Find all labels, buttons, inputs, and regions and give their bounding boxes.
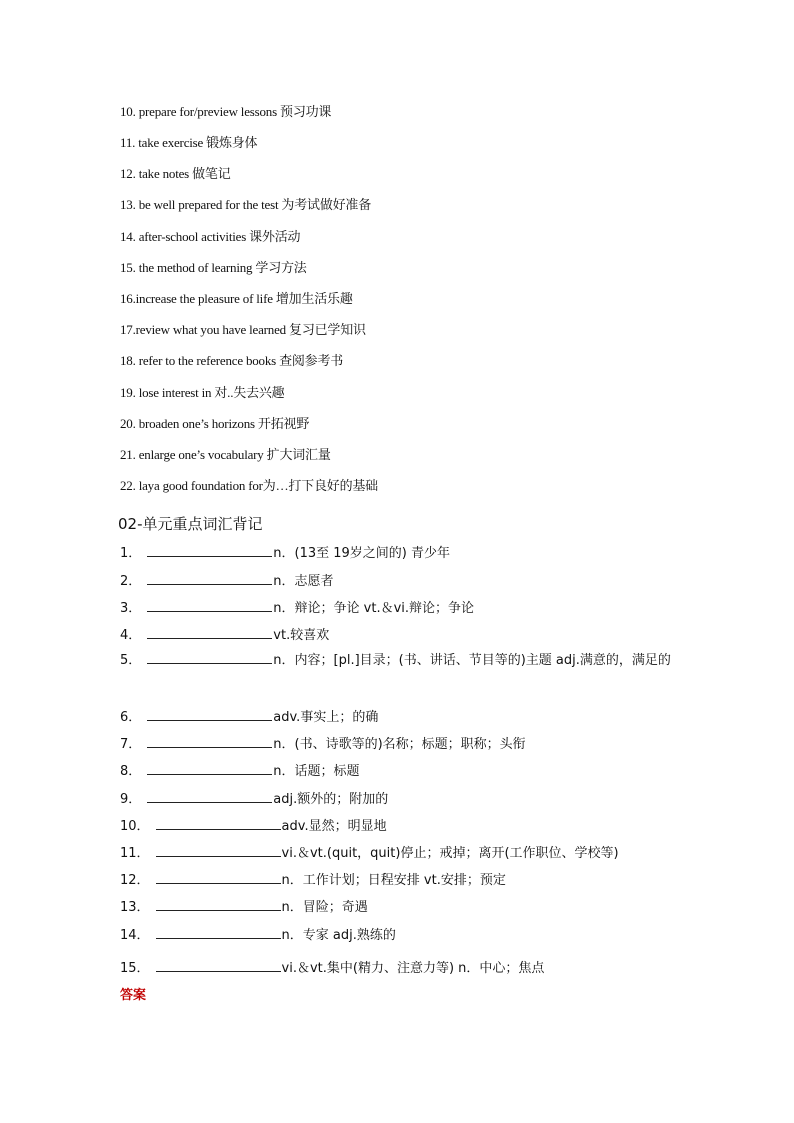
vocab-number: 6． [120,710,142,725]
vocab-item [120,959,544,977]
vocab-item [120,817,387,835]
fill-blank[interactable] [147,626,272,639]
phrase-item: 11. take exercise 锻炼身体 [120,135,258,150]
vocab-item [120,926,396,944]
vocab-number: 2． [120,574,142,589]
vocab-definition: n．专家 adj.熟练的 [281,928,396,943]
vocab-definition: adj.额外的；附加的 [273,792,389,807]
vocab-number: 12． [120,873,150,888]
phrase-item: 18. refer to the reference books 查阅参考书 [120,353,344,368]
vocab-number: 7． [120,737,142,752]
phrase-item: 15. the method of learning 学习方法 [120,260,307,275]
fill-blank[interactable] [156,959,281,972]
vocab-item [120,647,680,674]
phrase-item: 19. lose interest in 对..失去兴趣 [120,385,285,400]
phrase-item: 12. take notes 做笔记 [120,166,231,181]
phrase-item: 17.review what you have learned 复习已学知识 [120,322,366,337]
vocab-item [120,735,526,753]
vocab-item [120,626,329,644]
vocab-item [120,844,619,862]
vocab-number: 3． [120,601,142,616]
phrase-item: 22. laya good foundation for为…打下良好的基础 [120,478,378,493]
vocab-item [120,898,368,916]
vocab-item [120,544,450,562]
fill-blank[interactable] [156,926,281,939]
vocab-number: 14． [120,928,150,943]
fill-blank[interactable] [147,599,272,612]
vocab-number: 8． [120,764,142,779]
vocab-definition: vi.＆vt.(quit，quit)停止；戒掉；离开(工作职位、学校等) [281,846,619,861]
vocab-definition: adv.事实上；的确 [273,710,379,725]
fill-blank[interactable] [147,572,272,585]
fill-blank[interactable] [147,651,272,664]
vocab-definition: n．志愿者 [273,574,334,589]
section-heading: 02-单元重点词汇背记 [118,515,263,533]
fill-blank[interactable] [156,817,281,830]
vocab-definition: n．(13至 19岁之间的) 青少年 [273,546,451,561]
fill-blank[interactable] [156,898,281,911]
phrase-item: 20. broaden one’s horizons 开拓视野 [120,416,310,431]
vocab-definition: vt.较喜欢 [273,628,330,643]
vocab-definition: adv.显然；明显地 [281,819,387,834]
vocab-definition: n．冒险；奇遇 [281,900,368,915]
fill-blank[interactable] [156,844,281,857]
phrase-item: 10. prepare for/preview lessons 预习功课 [120,104,332,119]
vocab-number: 11． [120,846,150,861]
vocab-item [120,762,360,780]
fill-blank[interactable] [147,762,272,775]
phrase-item: 14. after-school activities 课外活动 [120,229,301,244]
vocab-definition: n．内容；[pl.]目录；(书、讲话、节目等的)主题 adj.满意的，满足的 [273,653,671,668]
vocab-definition: vi.＆vt.集中(精力、注意力等) n．中心；焦点 [281,961,545,976]
vocab-item [120,708,378,726]
vocab-item [120,790,388,808]
fill-blank[interactable] [147,790,272,803]
fill-blank[interactable] [147,735,272,748]
vocab-number: 10． [120,819,150,834]
answer-label: 答案 [120,988,147,1003]
fill-blank[interactable] [156,871,281,884]
vocab-number: 4． [120,628,142,643]
phrase-item: 21. enlarge one’s vocabulary 扩大词汇量 [120,447,331,462]
vocab-item [120,572,334,590]
vocab-number: 1． [120,546,142,561]
vocab-item [120,599,474,617]
fill-blank[interactable] [147,544,272,557]
vocab-definition: n．工作计划；日程安排 vt.安排；预定 [281,873,506,888]
vocab-definition: n．辩论；争论 vt.＆vi.辩论；争论 [273,601,475,616]
fill-blank[interactable] [147,708,272,721]
vocab-definition: n．(书、诗歌等的)名称；标题；职称；头衔 [273,737,526,752]
vocab-number: 9． [120,792,142,807]
vocab-number: 15． [120,961,150,976]
vocab-number: 13． [120,900,150,915]
phrase-item: 13. be well prepared for the test 为考试做好准备 [120,197,372,212]
vocab-item [120,871,506,889]
vocab-number: 5． [120,653,142,668]
vocab-definition: n．话题；标题 [273,764,360,779]
phrase-item: 16.increase the pleasure of life 增加生活乐趣 [120,291,353,306]
